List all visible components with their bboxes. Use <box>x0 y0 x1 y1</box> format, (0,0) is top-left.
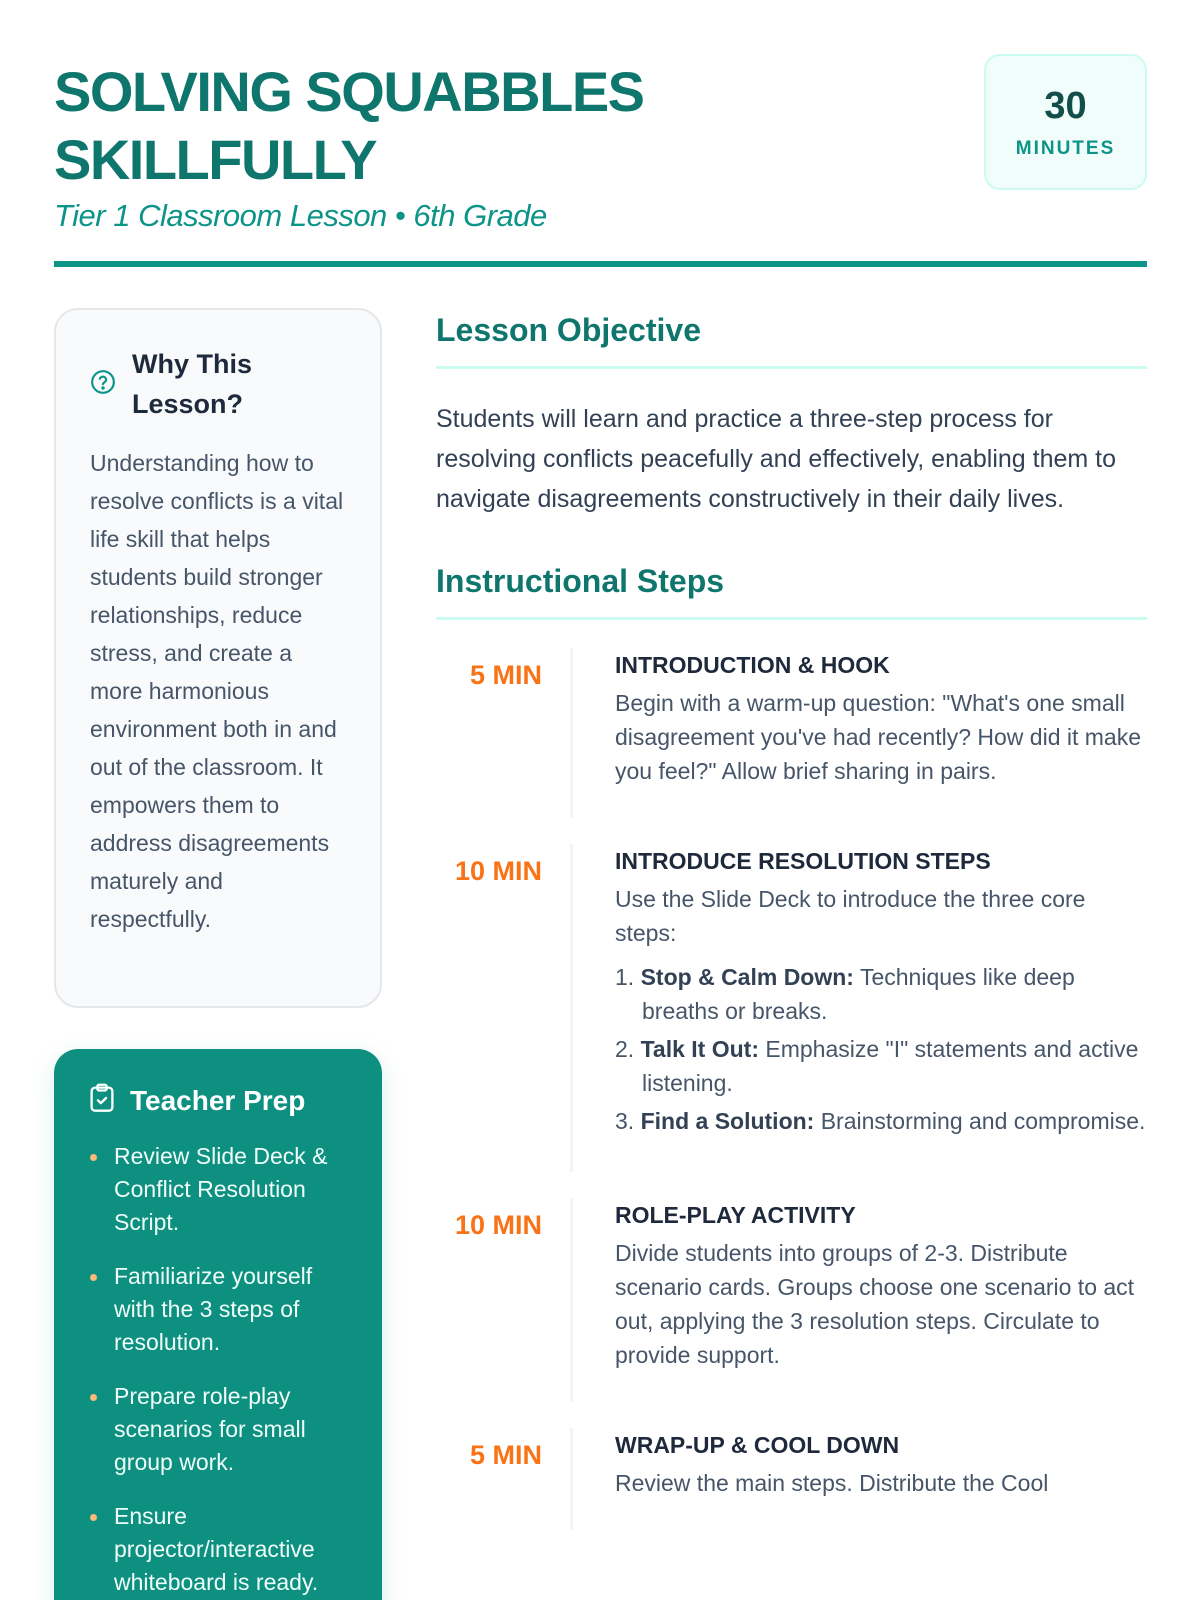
step-desc: Begin with a warm-up question: "What's one small disagreement you've had recently? How did it make you feel?" Allow brief sharing in pairs. <box>615 690 1142 784</box>
step-text: Techniques like deep breaths or breaks. <box>642 964 1075 1024</box>
resolution-steps-list <box>615 960 1147 1138</box>
why-this-lesson-card <box>54 308 382 1008</box>
step-label: Talk It Out: <box>640 1036 759 1062</box>
steps-list <box>436 648 1147 1530</box>
step-number: 1. <box>615 964 635 990</box>
step-label: Find a Solution: <box>640 1108 815 1134</box>
step-title: INTRODUCTION & HOOK <box>615 652 890 678</box>
step-text: Emphasize "I" statements and active listening. <box>642 1036 1139 1096</box>
prep-item: Prepare role-play scenarios for small group work. <box>88 1380 358 1479</box>
prep-item: Ensure projector/interactive whiteboard is ready. <box>88 1500 358 1599</box>
why-body: Understanding how to resolve conflicts is a vital life skill that helps students build stronger relationships, reduce stress, and create a more harmonious environment both in and out of the classroom. It empowers them to address disagreements maturely and respectfully. <box>90 450 344 932</box>
main-content <box>436 308 1147 1530</box>
prep-item: Review Slide Deck & Conflict Resolution Script. <box>88 1140 358 1239</box>
lesson-header <box>54 58 1147 234</box>
prep-list <box>88 1140 358 1599</box>
step-item <box>436 648 1147 818</box>
objective-heading: Lesson Objective <box>436 308 1147 369</box>
step-number: 2. <box>615 1036 635 1062</box>
step-title: WRAP-UP & COOL DOWN <box>615 1432 900 1458</box>
header-divider <box>54 261 1147 267</box>
step-time: 5 MIN <box>469 1440 542 1470</box>
step-desc: Use the Slide Deck to introduce the three core steps: <box>615 886 1086 946</box>
resolution-step <box>615 1104 1147 1138</box>
step-time: 10 MIN <box>454 856 542 886</box>
step-desc: Review the main steps. Distribute the Cool <box>615 1470 1049 1496</box>
step-title: INTRODUCE RESOLUTION STEPS <box>615 848 991 874</box>
clipboard-check-icon <box>88 1083 116 1118</box>
page-subtitle: Tier 1 Classroom Lesson • 6th Grade <box>54 198 547 233</box>
question-circle-icon <box>90 369 116 400</box>
step-time: 10 MIN <box>454 1210 542 1240</box>
resolution-step <box>615 960 1147 1028</box>
step-desc: Divide students into groups of 2-3. Distribute scenario cards. Groups choose one scenario to act out, applying the 3 resolution steps. Circulate to provide support. <box>615 1240 1135 1368</box>
step-title: ROLE-PLAY ACTIVITY <box>615 1202 856 1228</box>
duration-unit: MINUTES <box>1015 138 1116 159</box>
objective-body: Students will learn and practice a three-step process for resolving conflicts peacefully and effectively, enabling them to navigate disagreements constructively in their daily lives. <box>436 405 1117 513</box>
why-title: Why This Lesson? <box>132 349 252 419</box>
prep-title: Teacher Prep <box>130 1084 306 1116</box>
step-item <box>436 1428 1147 1530</box>
step-item <box>436 844 1147 1172</box>
steps-heading: Instructional Steps <box>436 559 1147 620</box>
prep-item: Familiarize yourself with the 3 steps of resolution. <box>88 1260 358 1359</box>
step-number: 3. <box>615 1108 635 1134</box>
step-item <box>436 1198 1147 1402</box>
step-text: Brainstorming and compromise. <box>820 1108 1146 1134</box>
page-title: SOLVING SQUABBLES SKILLFULLY <box>54 60 644 191</box>
teacher-prep-card <box>54 1049 382 1600</box>
step-time: 5 MIN <box>469 660 542 690</box>
step-label: Stop & Calm Down: <box>640 964 854 990</box>
duration-value: 30 <box>1044 85 1087 127</box>
duration-badge <box>984 54 1147 190</box>
resolution-step <box>615 1032 1147 1100</box>
